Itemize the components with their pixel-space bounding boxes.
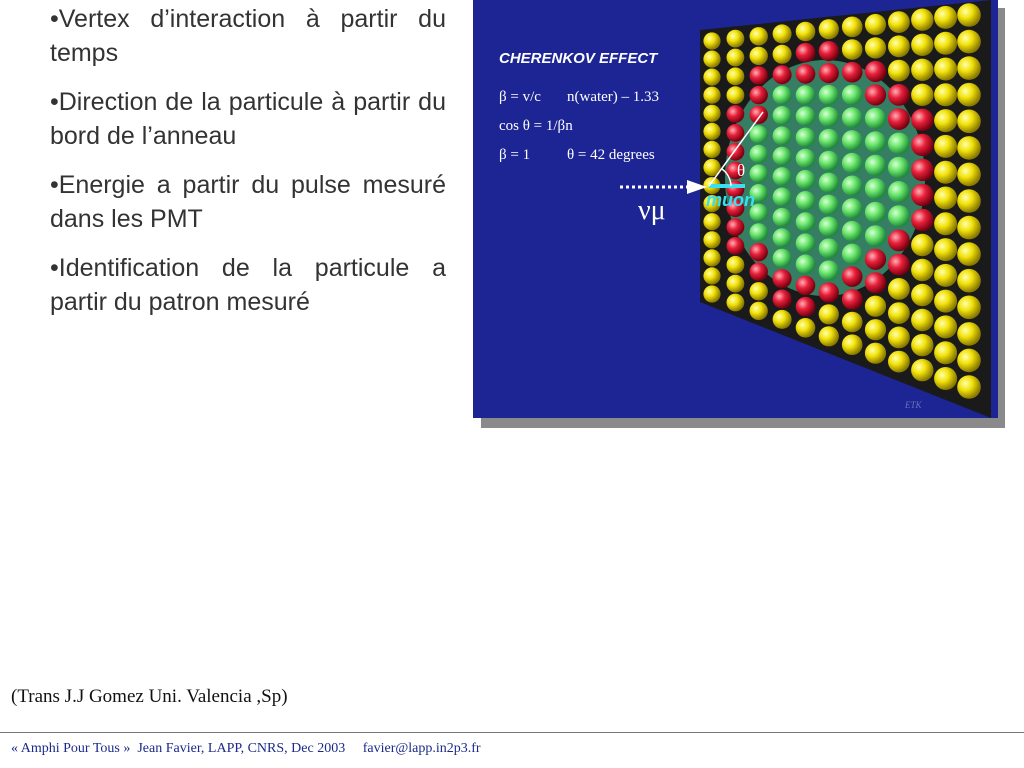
pmt-off	[727, 86, 745, 104]
pmt-ring	[796, 64, 816, 84]
pmt-off	[773, 24, 792, 43]
pmt-off	[934, 315, 957, 338]
pmt-ring	[911, 159, 933, 181]
pmt-hit	[842, 198, 863, 219]
pmt-off	[819, 326, 839, 346]
pmt-ring	[773, 290, 792, 309]
pmt-off	[957, 216, 981, 240]
pmt-hit	[796, 149, 816, 169]
pmt-hit	[842, 221, 863, 242]
pmt-ring	[842, 289, 863, 310]
cherenkov-figure	[473, 0, 998, 418]
pmt-hit	[888, 205, 910, 227]
muon-label: muon	[706, 190, 755, 210]
pmt-hit	[888, 181, 910, 203]
equation-beta: β = v/c	[499, 89, 541, 105]
pmt-hit	[773, 249, 792, 268]
pmt-hit	[819, 217, 839, 237]
equation-n-water: n(water) – 1.33	[567, 89, 660, 105]
bullet-energy: •Energie a partir du pulse mesuré dans les PMT	[50, 171, 446, 233]
pmt-hit	[819, 238, 839, 258]
pmt-hit	[819, 173, 839, 193]
pmt-hit	[796, 254, 816, 274]
pmt-ring	[911, 134, 933, 156]
pmt-off	[911, 234, 933, 256]
pmt-hit	[819, 129, 839, 149]
pmt-hit	[796, 212, 816, 232]
pmt-hit	[773, 208, 792, 227]
pmt-ring	[865, 249, 886, 270]
pmt-off	[888, 11, 910, 33]
pmt-off	[957, 83, 981, 107]
pmt-hit	[750, 164, 768, 182]
bullet-identification: •Identification de la particule a partir du patron mesuré	[50, 254, 446, 316]
pmt-off	[796, 318, 816, 338]
pmt-hit	[819, 260, 839, 280]
figure-title: CHERENKOV EFFECT	[499, 50, 658, 67]
pmt-off	[957, 242, 981, 266]
pmt-off	[911, 84, 933, 106]
pmt-ring	[727, 237, 745, 255]
pmt-off	[934, 109, 957, 132]
pmt-off	[888, 351, 910, 373]
pmt-ring	[750, 66, 768, 84]
pmt-ring	[888, 254, 910, 276]
pmt-hit	[750, 223, 768, 241]
pmt-hit	[865, 131, 886, 152]
pmt-ring	[819, 282, 839, 302]
pmt-ring	[796, 43, 816, 63]
pmt-off	[911, 259, 933, 281]
pmt-off	[957, 296, 981, 320]
pmt-off	[934, 238, 957, 261]
pmt-ring	[796, 276, 816, 296]
pmt-off	[703, 51, 720, 68]
caption: (Trans J.J Gomez Uni. Valencia ,Sp)	[11, 686, 288, 707]
pmt-hit	[773, 167, 792, 186]
pmt-off	[727, 256, 745, 274]
pmt-off	[957, 349, 981, 373]
pmt-off	[727, 294, 745, 312]
pmt-off	[727, 67, 745, 85]
footer: « Amphi Pour Tous » Jean Favier, LAPP, CNRS, Dec 2003 favier@lapp.in2p3.fr	[11, 741, 481, 756]
pmt-off	[865, 343, 886, 364]
bullet-direction: •Direction de la particule à partir du bord de l’anneau	[50, 88, 446, 150]
pmt-off	[934, 341, 957, 364]
pmt-ring	[911, 184, 933, 206]
pmt-hit	[842, 85, 863, 106]
pmt-ring	[865, 61, 886, 82]
pmt-off	[842, 312, 863, 333]
pmt-off	[865, 319, 886, 340]
pmt-off	[750, 282, 768, 300]
pmt-off	[957, 110, 981, 134]
pmt-hit	[842, 153, 863, 174]
pmt-off	[750, 27, 768, 45]
pmt-hit	[796, 128, 816, 148]
pmt-off	[865, 37, 886, 58]
pmt-off	[865, 296, 886, 317]
pmt-off	[934, 161, 957, 184]
pmt-hit	[796, 85, 816, 105]
pmt-off	[727, 30, 745, 48]
pmt-ring	[842, 266, 863, 287]
pmt-ring	[750, 106, 768, 124]
pmt-hit	[773, 126, 792, 145]
pmt-hit	[865, 178, 886, 199]
pmt-off	[703, 141, 720, 158]
pmt-off	[727, 275, 745, 293]
pmt-hit	[865, 108, 886, 129]
pmt-off	[703, 285, 720, 302]
pmt-ring	[773, 65, 792, 84]
pmt-off	[819, 304, 839, 324]
pmt-hit	[773, 147, 792, 166]
pmt-off	[957, 269, 981, 293]
pmt-hit	[750, 145, 768, 163]
pmt-hit	[842, 244, 863, 265]
pmt-off	[957, 3, 981, 27]
pmt-off	[865, 14, 886, 35]
pmt-off	[957, 56, 981, 80]
pmt-off	[957, 375, 981, 399]
pmt-hit	[842, 107, 863, 128]
theta-label: θ	[737, 161, 746, 180]
pmt-off	[888, 327, 910, 349]
pmt-off	[934, 58, 957, 81]
pmt-hit	[819, 195, 839, 215]
pmt-ring	[819, 63, 839, 83]
pmt-ring	[796, 297, 816, 317]
pmt-hit	[773, 188, 792, 207]
pmt-hit	[865, 155, 886, 176]
pmt-hit	[888, 157, 910, 179]
pmt-ring	[727, 124, 745, 142]
pmt-off	[957, 322, 981, 346]
pmt-ring	[750, 243, 768, 261]
pmt-off	[911, 359, 933, 381]
equation-beta-one: β = 1	[499, 147, 531, 163]
pmt-hit	[819, 85, 839, 105]
pmt-ring	[750, 263, 768, 281]
pmt-off	[796, 22, 816, 42]
pmt-ring	[727, 218, 745, 236]
pmt-off	[934, 83, 957, 106]
pmt-off	[888, 302, 910, 324]
cherenkov-diagram	[473, 0, 998, 418]
bullet-vertex: •Vertex d’interaction à partir du temps	[50, 5, 446, 67]
pmt-off	[911, 309, 933, 331]
pmt-ring	[865, 272, 886, 293]
pmt-off	[842, 17, 863, 38]
pmt-off	[750, 47, 768, 65]
pmt-ring	[819, 41, 839, 61]
pmt-off	[842, 39, 863, 60]
bullet-list	[50, 2, 446, 334]
pmt-hit	[865, 225, 886, 246]
pmt-off	[934, 187, 957, 210]
pmt-hit	[819, 151, 839, 171]
pmt-off	[773, 310, 792, 329]
pmt-off	[911, 9, 933, 31]
pmt-hit	[796, 106, 816, 126]
pmt-off	[934, 135, 957, 158]
pmt-off	[750, 302, 768, 320]
pmt-ring	[911, 109, 933, 131]
equation-cos-theta: cos θ = 1/βn	[499, 118, 573, 134]
pmt-ring	[911, 209, 933, 231]
pmt-ring	[727, 105, 745, 123]
pmt-off	[727, 49, 745, 67]
figure-credit: ETK	[905, 400, 922, 410]
pmt-off	[703, 267, 720, 284]
pmt-off	[934, 212, 957, 235]
pmt-off	[703, 105, 720, 122]
pmt-off	[703, 87, 720, 104]
pmt-off	[703, 231, 720, 248]
pmt-hit	[888, 133, 910, 155]
pmt-off	[934, 264, 957, 287]
pmt-off	[911, 59, 933, 81]
pmt-ring	[773, 269, 792, 288]
pmt-hit	[819, 107, 839, 127]
pmt-hit	[796, 191, 816, 211]
pmt-off	[957, 30, 981, 54]
footer-divider	[0, 732, 1024, 733]
pmt-ring	[888, 84, 910, 106]
pmt-off	[934, 6, 957, 29]
pmt-off	[888, 60, 910, 82]
pmt-off	[888, 35, 910, 57]
pmt-off	[957, 163, 981, 187]
pmt-off	[957, 189, 981, 213]
pmt-off	[703, 69, 720, 86]
pmt-hit	[773, 86, 792, 105]
pmt-off	[888, 278, 910, 300]
pmt-ring	[865, 84, 886, 105]
pmt-ring	[888, 230, 910, 252]
pmt-hit	[796, 233, 816, 253]
pmt-off	[957, 136, 981, 160]
pmt-off	[703, 213, 720, 230]
pmt-hit	[773, 228, 792, 247]
pmt-off	[703, 123, 720, 140]
pmt-off	[911, 334, 933, 356]
pmt-hit	[842, 176, 863, 197]
pmt-off	[934, 367, 957, 390]
pmt-ring	[750, 86, 768, 104]
pmt-ring	[842, 62, 863, 83]
pmt-off	[703, 32, 720, 49]
pmt-off	[773, 45, 792, 64]
neutrino-label: νμ	[638, 195, 666, 226]
equation-theta-degrees: θ = 42 degrees	[567, 147, 655, 163]
pmt-hit	[796, 170, 816, 190]
pmt-ring	[888, 108, 910, 130]
pmt-off	[842, 334, 863, 355]
pmt-hit	[842, 130, 863, 151]
pmt-off	[819, 19, 839, 39]
pmt-off	[934, 32, 957, 55]
pmt-off	[911, 34, 933, 56]
pmt-hit	[865, 202, 886, 223]
pmt-off	[911, 284, 933, 306]
pmt-hit	[773, 106, 792, 125]
pmt-off	[703, 249, 720, 266]
pmt-off	[934, 290, 957, 313]
